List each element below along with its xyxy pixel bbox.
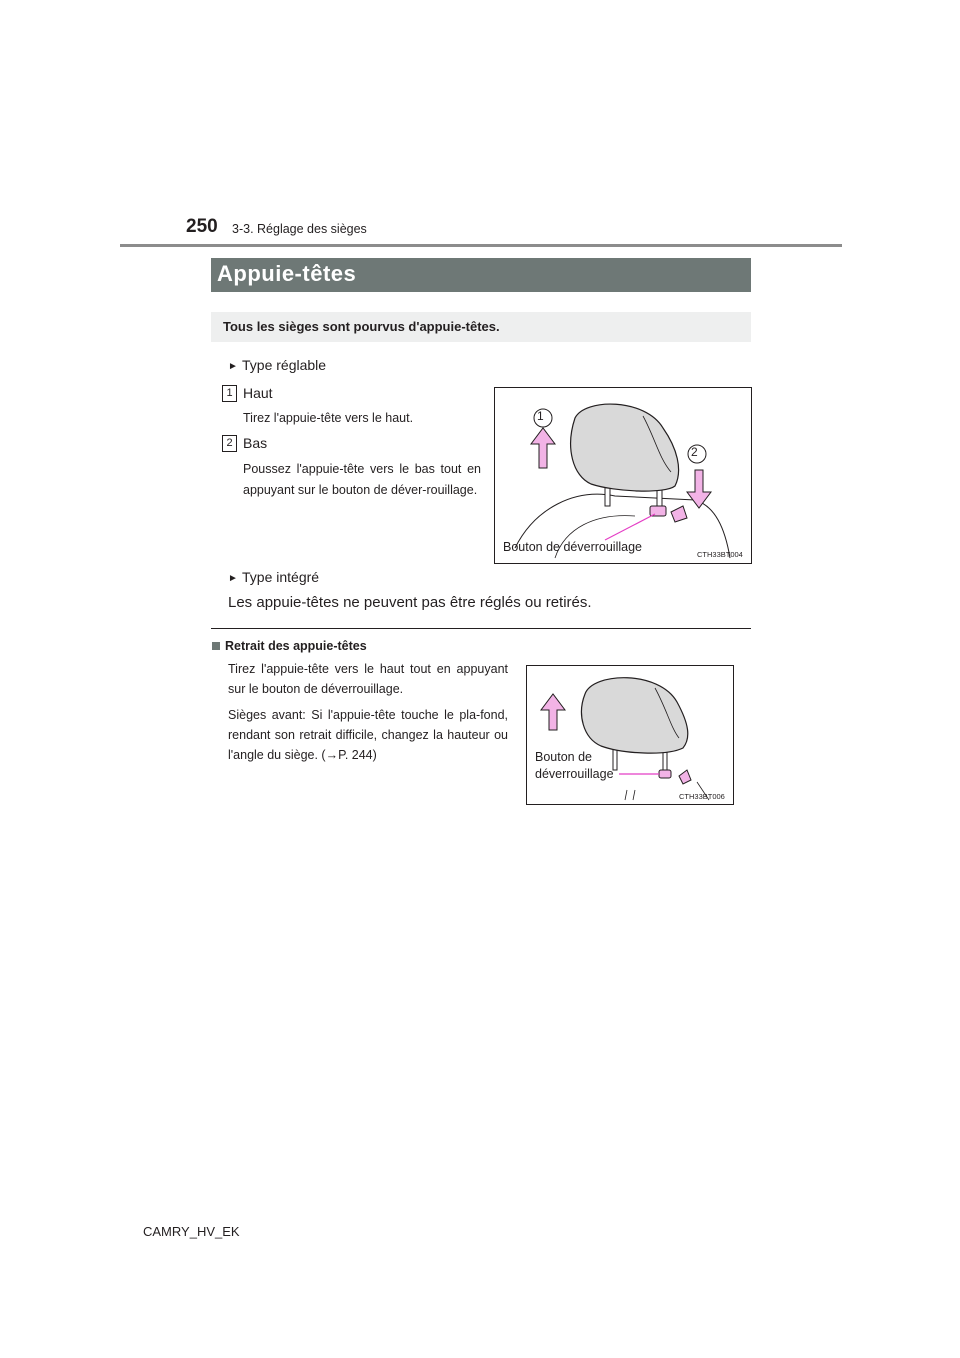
- figure2-code: CTH33BT006: [679, 792, 725, 801]
- removal-paragraph-2: Sièges avant: Si l'appuie-tête touche le pla-fond, rendant son retrait difficile, changez la hauteur ou l'angle du siège. (→P. 244): [228, 708, 508, 762]
- model-code: CAMRY_HV_EK: [143, 1224, 240, 1239]
- figure2-label-line2: déverrouillage: [535, 767, 614, 781]
- headrest-removal-illustration: [527, 666, 733, 804]
- triangle-bullet-icon: ►: [228, 361, 238, 372]
- figure-adjustable-headrest: [494, 387, 752, 564]
- integrated-text: Les appuie-têtes ne peuvent pas être réglés ou retirés.: [228, 594, 592, 611]
- figure1-label: Bouton de déverrouillage: [503, 540, 642, 554]
- step-number-1: 1: [222, 385, 237, 402]
- integrated-heading-text: Type intégré: [242, 569, 320, 585]
- removal-heading: [212, 639, 367, 653]
- step-label-2: Bas: [243, 435, 268, 451]
- section-divider: [211, 628, 751, 629]
- headrest-illustration: [495, 388, 751, 563]
- page-number: 250: [186, 216, 218, 237]
- removal-paragraph-1: Tirez l'appuie-tête vers le haut tout en appuyant sur le bouton de déverrouillage.: [228, 662, 508, 696]
- page-title: Appuie-têtes: [217, 261, 357, 286]
- header-rule: [120, 244, 842, 247]
- triangle-bullet-icon: ►: [228, 573, 238, 584]
- intro-text: Tous les sièges sont pourvus d'appuie-têtes.: [223, 319, 500, 334]
- intro-box: [211, 312, 751, 342]
- figure2-label-line1: Bouton de: [535, 750, 592, 764]
- step-text-1: Tirez l'appuie-tête vers le haut.: [243, 411, 414, 425]
- step-label-1: Haut: [243, 385, 273, 401]
- adjustable-heading: [228, 357, 326, 373]
- square-bullet-icon: [212, 642, 220, 650]
- down-arrow-icon: [687, 470, 711, 508]
- up-arrow-icon: [531, 428, 555, 468]
- adjustable-heading-text: Type réglable: [242, 357, 327, 373]
- step-number-2: 2: [222, 435, 237, 452]
- figure1-code: CTH33BT004: [697, 550, 743, 559]
- callout-2: 2: [691, 445, 698, 459]
- removal-heading-text: Retrait des appuie-têtes: [225, 639, 367, 653]
- section-path: 3-3. Réglage des sièges: [232, 222, 367, 236]
- figure-removal-headrest: [526, 665, 734, 805]
- up-arrow-icon: [541, 694, 565, 730]
- integrated-heading: [228, 569, 319, 585]
- callout-1: 1: [537, 409, 544, 423]
- title-bar: [211, 258, 751, 292]
- step-text-2: Poussez l'appuie-tête vers le bas tout en appuyant sur le bouton de déver-rouillage.: [243, 462, 481, 497]
